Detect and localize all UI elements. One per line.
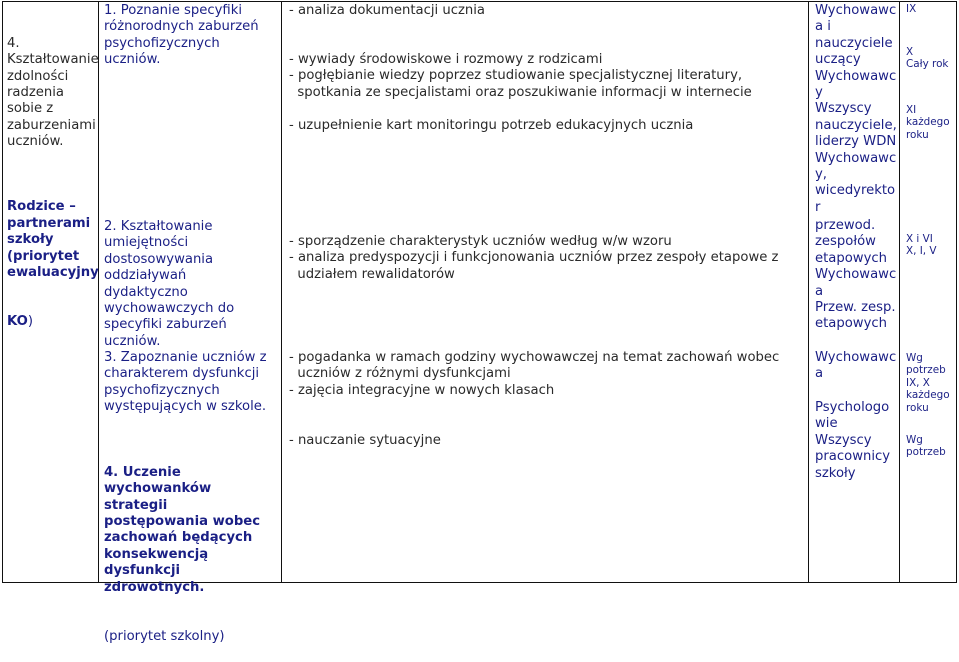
responsible-line: y, xyxy=(815,167,827,183)
responsible-line: pracownicy xyxy=(815,449,891,465)
task-line: 3. Zapoznanie uczniów z xyxy=(104,350,267,365)
task-line: dydaktyczno xyxy=(104,284,188,300)
term-line: X xyxy=(906,46,914,58)
area-bold-line: szkoły xyxy=(7,232,54,248)
task-3 xyxy=(104,350,267,416)
term-line: każdego xyxy=(906,389,950,402)
area-bold-line: partnerami xyxy=(7,215,91,231)
task-line: uczniów. xyxy=(104,333,161,349)
responsible-line: Psychologo xyxy=(815,400,890,415)
term-line: X, I, V xyxy=(906,245,937,258)
task-line: uczniów. xyxy=(104,52,161,68)
responsible-line: etapowych xyxy=(815,250,888,266)
methods-group-2 xyxy=(289,52,752,101)
responsible-line: Wychowawc xyxy=(815,68,897,84)
responsible-line: Wychowawc xyxy=(815,267,897,283)
task-line: różnorodnych zaburzeń xyxy=(104,19,259,35)
responsible-line: przewod. xyxy=(815,218,876,233)
task-line: postępowania wobec xyxy=(104,514,261,530)
cell-terms xyxy=(899,1,957,583)
responsible-block-4 xyxy=(815,400,890,482)
method-line: - nauczanie sytuacyjne xyxy=(289,433,441,448)
responsible-line: r xyxy=(815,199,821,215)
methods-group-6 xyxy=(289,433,441,449)
area-last-tail: ) xyxy=(27,314,33,330)
responsible-line: a xyxy=(815,283,824,299)
responsible-line: nauczyciele, xyxy=(815,117,897,133)
area-line: Kształtowanie xyxy=(7,52,99,68)
term-line: XI xyxy=(906,104,917,116)
method-line: - analiza predyspozycji i funkcjonowania uczniów przez zespoły etapowe z xyxy=(289,250,779,266)
term-line: roku xyxy=(906,128,929,141)
methods-group-1 xyxy=(289,3,485,19)
area-last-bold: KO xyxy=(7,314,28,330)
task-line: dysfunkcji xyxy=(104,563,181,579)
task-line: oddziaływań xyxy=(104,268,187,284)
method-line: uczniów z różnymi dysfunkcjami xyxy=(289,366,511,382)
task-line: specyfiki zaburzeń xyxy=(104,317,227,333)
responsible-line: Wychowawc xyxy=(815,350,897,365)
responsible-line: a i xyxy=(815,19,831,35)
task-line: charakterem dysfunkcji xyxy=(104,366,260,382)
responsible-block-2 xyxy=(815,218,896,333)
area-line: zaburzeniami xyxy=(7,117,96,133)
method-line: - analiza dokumentacji ucznia xyxy=(289,3,485,18)
responsible-line: Wszyscy xyxy=(815,432,872,448)
task-line: konsekwencją xyxy=(104,546,209,562)
term-line: X i VI xyxy=(906,233,933,245)
area-line: radzenia xyxy=(7,85,65,101)
task-line: wychowawczych do xyxy=(104,301,235,317)
method-line: - pogłębianie wiedzy poprzez studiowanie specjalistycznej literatury, xyxy=(289,68,743,84)
method-line: - uzupełnienie kart monitoringu potrzeb edukacyjnych ucznia xyxy=(289,118,694,133)
term-line: potrzeb xyxy=(906,446,946,459)
method-line: - sporządzenie charakterystyk uczniów według w/w wzoru xyxy=(289,234,672,249)
responsible-line: wicedyrekto xyxy=(815,183,896,199)
term-line: Wg xyxy=(906,434,923,446)
term-line: potrzeb xyxy=(906,364,946,377)
area-bold-line: ewaluacyjny xyxy=(7,265,99,281)
task-line: psychofizycznych xyxy=(104,35,220,51)
term-line: każdego xyxy=(906,116,950,129)
area-line: sobie z xyxy=(7,101,54,117)
task-line: 2. Kształtowanie xyxy=(104,219,213,234)
area-line: 4. xyxy=(7,35,20,51)
term-3 xyxy=(906,104,950,141)
methods-group-4 xyxy=(289,234,778,283)
responsible-line: etapowych xyxy=(815,316,888,332)
method-line: - zajęcia integracyjne w nowych klasach xyxy=(289,382,555,398)
responsible-line: nauczyciele xyxy=(815,35,893,51)
task-line: 1. Poznanie specyfiki xyxy=(104,3,243,18)
method-line: - wywiady środowiskowe i rozmowy z rodzicami xyxy=(289,52,603,67)
area-bold-line: (priorytet xyxy=(7,248,80,264)
task-4-note: (priorytet szkolny) xyxy=(104,628,225,644)
task-1 xyxy=(104,3,259,69)
task-line: występujących w szkole. xyxy=(104,399,267,415)
task-line: wychowanków xyxy=(104,481,212,497)
methods-group-5 xyxy=(289,350,779,399)
term-line: Cały rok xyxy=(906,58,949,71)
method-line: spotkania ze specjalistami oraz poszukiwanie informacji w internecie xyxy=(289,84,752,100)
task-line: strategii xyxy=(104,497,168,513)
responsible-line: Wychowawc xyxy=(815,3,897,18)
task-line: zdrowotnych. xyxy=(104,579,205,595)
method-line: udziałem rewalidatorów xyxy=(289,266,455,282)
responsible-line: zespołów xyxy=(815,234,876,250)
responsible-block-1 xyxy=(815,3,897,216)
responsible-line: Wszyscy xyxy=(815,101,872,117)
task-line: zachowań będących xyxy=(104,530,253,546)
term-line: Wg xyxy=(906,352,923,364)
responsible-block-3 xyxy=(815,350,896,383)
area-bold-line: Rodzice – xyxy=(7,199,76,215)
methods-group-3 xyxy=(289,118,693,134)
task-4 xyxy=(104,432,260,662)
method-line: - pogadanka w ramach godziny wychowawczej na temat zachowań wobec xyxy=(289,350,780,365)
term-2 xyxy=(906,46,948,71)
responsible-line: liderzy WDN xyxy=(815,134,897,150)
term-line: roku xyxy=(906,401,929,414)
area-text xyxy=(7,3,99,347)
area-line: zdolności xyxy=(7,68,69,84)
responsible-line: Przew. zesp. xyxy=(815,300,896,316)
term-5 xyxy=(906,352,950,414)
term-6 xyxy=(906,434,946,459)
term-4 xyxy=(906,233,937,258)
term-line: IX xyxy=(906,3,917,15)
term-1 xyxy=(906,3,916,15)
responsible-line: uczący xyxy=(815,52,861,68)
task-line: dostosowywania xyxy=(104,251,214,267)
responsible-line: Wychowawc xyxy=(815,150,897,166)
task-line: 4. Uczenie xyxy=(104,464,181,480)
responsible-line: y xyxy=(815,85,823,101)
responsible-line: wie xyxy=(815,416,838,432)
area-line: uczniów. xyxy=(7,134,64,150)
responsible-line: szkoły xyxy=(815,465,856,481)
task-line: psychofizycznych xyxy=(104,382,220,398)
task-line: umiejętności xyxy=(104,235,189,251)
task-2 xyxy=(104,219,234,350)
responsible-line: a xyxy=(815,366,824,382)
term-line: IX, X xyxy=(906,376,930,389)
